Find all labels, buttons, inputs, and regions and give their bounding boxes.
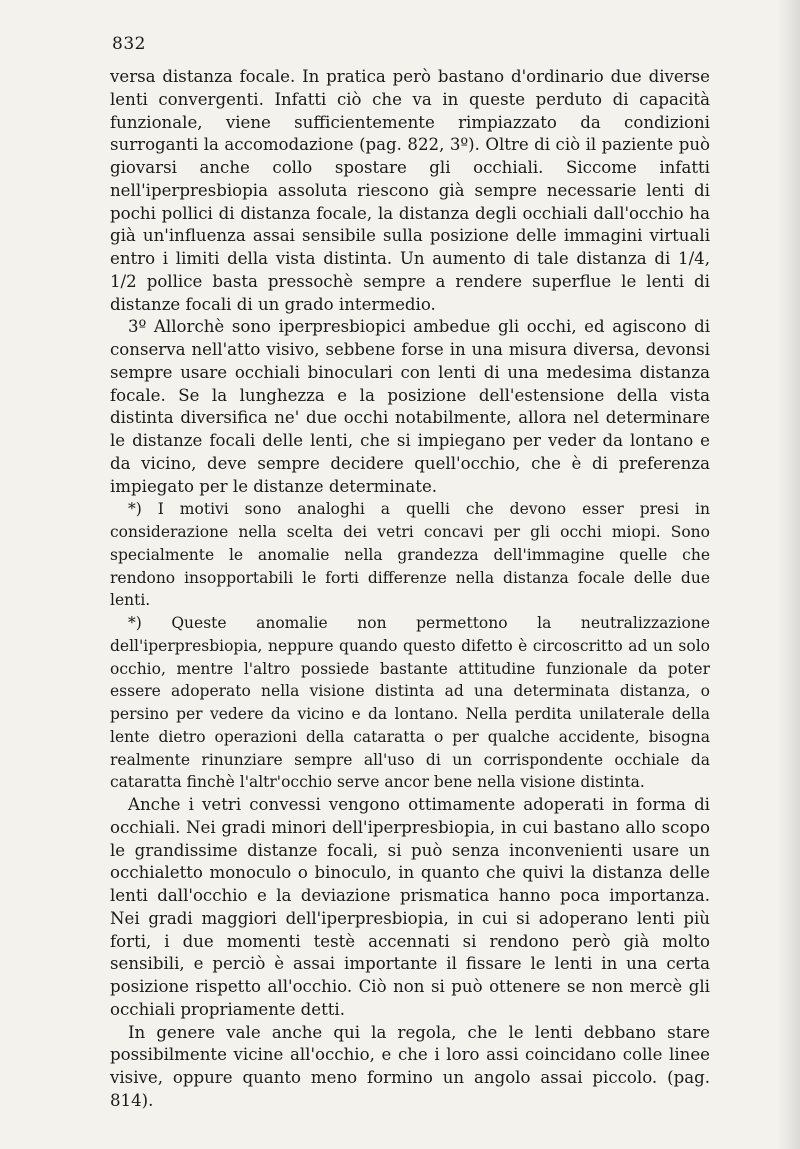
paragraph-2: 3º Allorchè sono iperpresbiopici ambedue gli occhi, ed agiscono di conserva nell'atto visivo, sebbene forse in una misura diversa, devonsi sempre usare occhiali binoculari con lenti di una medesima distanza focale. Se la lunghezza e la posizione dell'estensione della vista distinta diversifica ne' due occhi notabilmente, allora nel determinare le distanze focali delle lenti, che si impiegano per veder da lontano e da vicino, deve sempre decidere quell'occhio, che è di preferenza impiegato per le distanze determinate. <box>110 317 710 496</box>
paragraph-1: versa distanza focale. In pratica però bastano d'ordinario due diverse lenti convergenti. Infatti ciò che va in queste perduto di capacità funzionale, viene sufficientemente rimpiazzato da condizioni surroganti la accomodazione (pag. 822, 3º). Oltre di ciò il paziente può giovarsi anche collo spostare gli occhiali. Siccome infatti nell'iperpresbiopia assoluta riescono già sempre necessarie lenti di pochi pollici di distanza focale, la distanza degli occhiali dall'occhio ha già un'influenza assai sensibile sulla posizione delle immagini virtuali entro i limiti della vista distinta. Un aumento di tale distanza di 1/4, 1/2 pollice basta pressochè sempre a rendere superflue le lenti di distanze focali di un grado intermedio. <box>110 67 710 314</box>
paragraph-3: Anche i vetri convessi vengono ottimamente adoperati in forma di occhiali. Nei gradi minori dell'iperpresbiopia, in cui bastano allo scopo le grandissime distanze focali, si può senza inconvenienti usare un occhialetto monoculo o binoculo, in quanto che quivi la distanza delle lenti dall'occhio e la deviazione prismatica hanno poca importanza. Nei gradi maggiori dell'iperpresbiopia, in cui si adoperano lenti più forti, i due momenti testè accennati si rendono però già molto sensibili, e perciò è assai importante il fissare le lenti in una certa posizione rispetto all'occhio. Ciò non si può ottenere se non mercè gli occhiali propriamente detti. <box>110 795 710 1019</box>
footnote-1: *) I motivi sono analoghi a quelli che devono esser presi in considerazione nella scelta dei vetri concavi per gli occhi miopi. Sono specialmente le anomalie nella grandezza dell'immagine quelle che rendono insopportabili le forti differenze nella distanza focale delle due lenti. <box>110 500 710 610</box>
page-number: 832 <box>112 34 146 54</box>
footnote-2: *) Queste anomalie non permettono la neutralizzazione dell'iperpresbiopia, neppure quando questo difetto è circoscritto ad un solo occhio, mentre l'altro possiede bastante attitudine funzionale da poter essere adoperato nella visione distinta ad una determinata distanza, o persino per vedere da vicino e da lontano. Nella perdita unilaterale della lente dietro operazioni della cataratta o per qualche accidente, bisogna realmente rinunziare sempre all'uso di un corrispondente occhiale da cataratta finchè l'altr'occhio serve ancor bene nella visione distinta. <box>110 614 710 792</box>
paragraph-4: In genere vale anche qui la regola, che le lenti debbano stare possibilmente vicine all'occhio, e che i loro assi coincidano colle linee visive, oppure quanto meno formino un angolo assai piccolo. (pag. 814). <box>110 1022 710 1110</box>
page-edge-shadow <box>778 0 800 1149</box>
page-body <box>110 66 710 1113</box>
